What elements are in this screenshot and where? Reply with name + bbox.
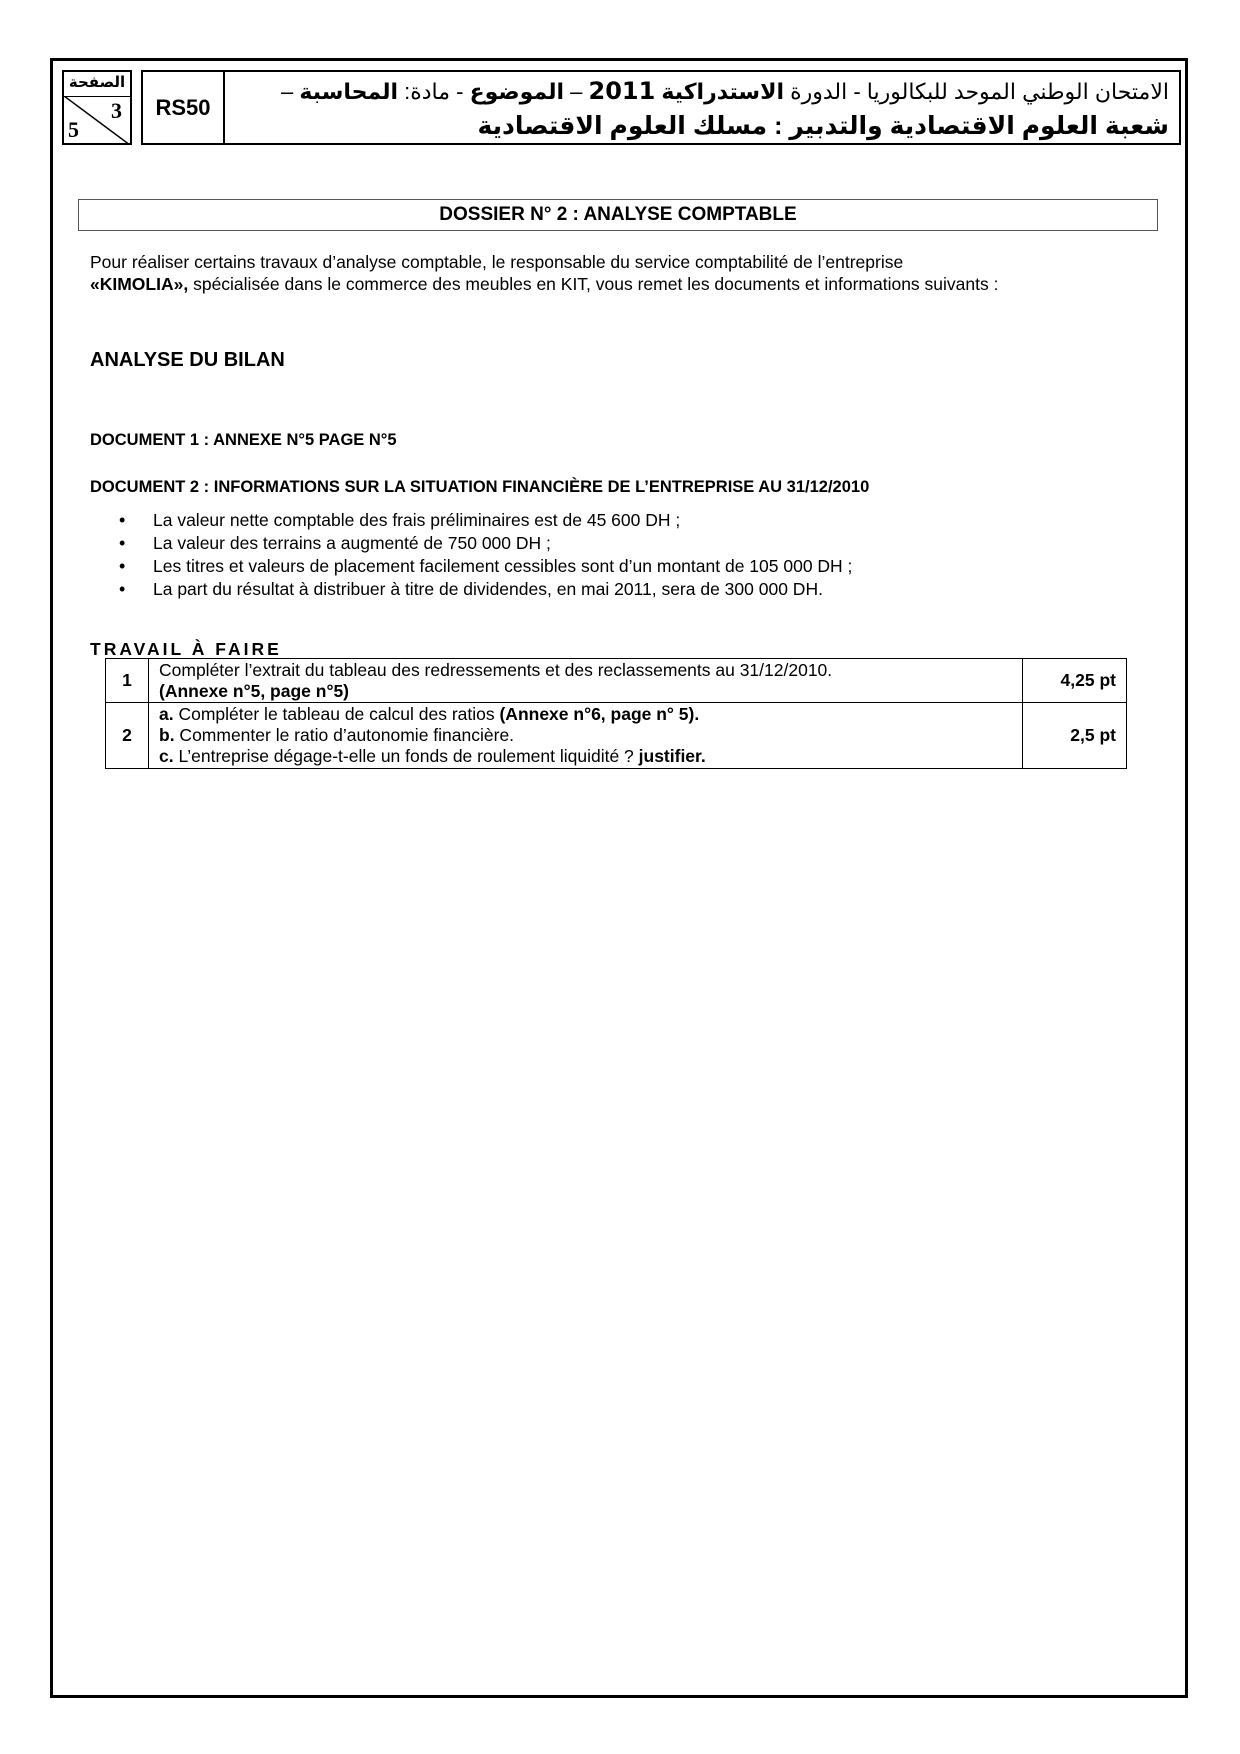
- task-1-line1: Compléter l’extrait du tableau des redressements et des reclassements au 31/12/2010.: [159, 659, 833, 680]
- task-description: [149, 703, 1023, 769]
- list-item: • Les titres et valeurs de placement facilement cessibles sont d’un montant de 105 000 DH ;: [113, 555, 852, 578]
- exam-code: RS50: [141, 70, 225, 145]
- list-item: • La valeur nette comptable des frais préliminaires est de 45 600 DH ;: [113, 509, 852, 532]
- title-dash1: –: [564, 79, 589, 104]
- page-label: الصفحة: [64, 72, 130, 97]
- task-2a-text: Compléter le tableau de calcul des ratios: [173, 704, 500, 724]
- intro-paragraph: [90, 251, 1110, 295]
- task-number: 2: [106, 703, 149, 769]
- task-points: 4,25 pt: [1023, 659, 1127, 703]
- travail-title: TRAVAIL À FAIRE: [90, 639, 282, 659]
- list-item: • La part du résultat à distribuer à titre de dividendes, en mai 2011, sera de 300 000 DH.: [113, 578, 852, 601]
- document-1-title: DOCUMENT 1 : ANNEXE N°5 PAGE N°5: [90, 431, 397, 449]
- exam-title-line1: [235, 74, 1169, 109]
- table-row: [106, 659, 1127, 703]
- exam-header: [53, 61, 1185, 149]
- task-2b-text: Commenter le ratio d’autonomie financière.: [174, 725, 515, 745]
- title-year: 2011: [588, 77, 656, 105]
- page-number-box: [62, 70, 132, 145]
- title-matiere: - مادة:: [398, 79, 470, 104]
- exam-title-line2: شعبة العلوم الاقتصادية والتدبير : مسلك العلوم الاقتصادية: [477, 112, 1169, 140]
- info-list: [113, 509, 852, 601]
- dossier-title: DOSSIER N° 2 : ANALYSE COMPTABLE: [78, 199, 1158, 231]
- intro-company: «KIMOLIA»,: [90, 274, 189, 294]
- intro-part1: Pour réaliser certains travaux d’analyse comptable, le responsable du service comptabilité de l’entreprise: [90, 252, 904, 272]
- task-2a-label: a.: [159, 704, 174, 724]
- task-number: 1: [106, 659, 149, 703]
- table-row: [106, 703, 1127, 769]
- page-total: 5: [68, 117, 79, 142]
- task-points: 2,5 pt: [1023, 703, 1127, 769]
- title-matiere-name: المحاسبة: [299, 79, 398, 104]
- tasks-table: [105, 658, 1127, 769]
- task-2c-bold: justifier.: [638, 746, 706, 766]
- task-2c-label: c.: [159, 746, 174, 766]
- title-session: الاستدراكية: [661, 79, 784, 104]
- title-part1: الامتحان الوطني الموحد للبكالوريا - الدورة: [784, 79, 1169, 104]
- list-item: • La valeur des terrains a augmenté de 750 000 DH ;: [113, 532, 852, 555]
- section-title: ANALYSE DU BILAN: [90, 349, 285, 371]
- title-subject-label: الموضوع: [469, 79, 565, 104]
- document-2-title: DOCUMENT 2 : INFORMATIONS SUR LA SITUATION FINANCIÈRE DE L’ENTREPRISE AU 31/12/2010: [90, 478, 870, 496]
- intro-part2: spécialisée dans le commerce des meubles en KIT, vous remet les documents et informations suivants :: [188, 274, 999, 294]
- task-2a-ref: (Annexe n°6, page n° 5).: [499, 704, 700, 724]
- page-current: 3: [111, 98, 122, 123]
- task-description: [149, 659, 1023, 703]
- exam-title-box: [223, 70, 1181, 145]
- task-1-line2: (Annexe n°5, page n°5): [159, 680, 350, 701]
- page-frame: [50, 58, 1188, 1698]
- task-2b-label: b.: [159, 725, 175, 745]
- task-2c-text: L’entreprise dégage-t-elle un fonds de roulement liquidité ?: [173, 746, 639, 766]
- title-dash2: –: [281, 79, 300, 104]
